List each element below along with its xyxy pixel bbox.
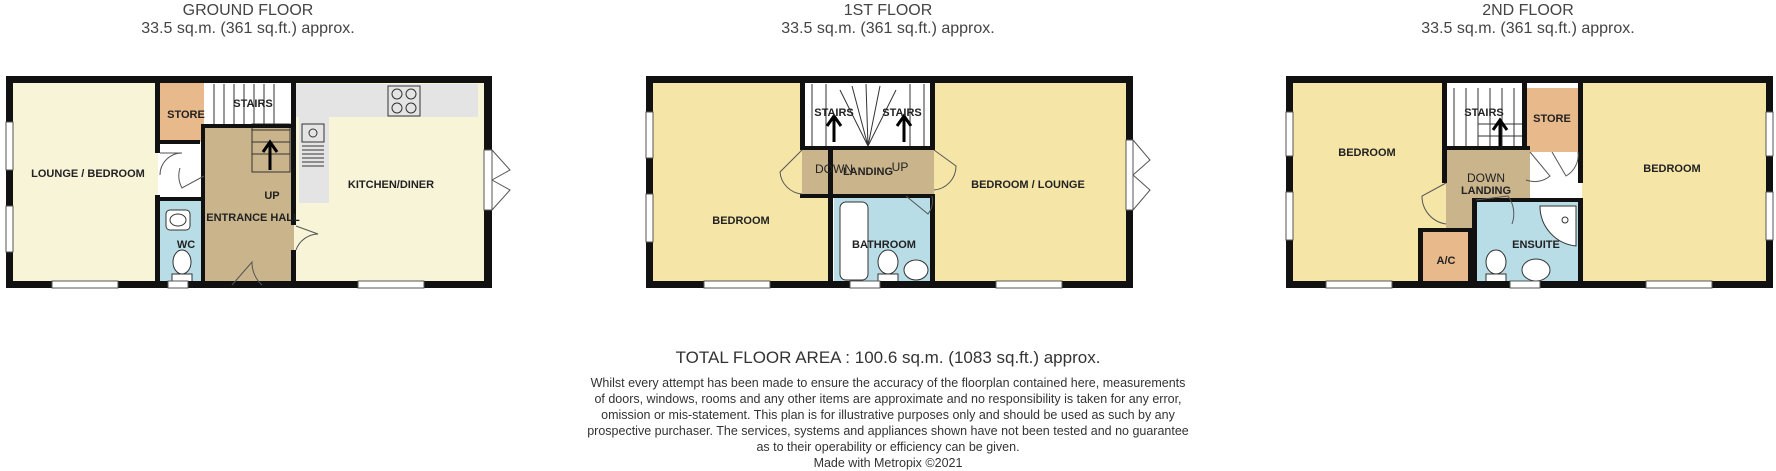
ensuite-label: ENSUITE: [1512, 239, 1560, 251]
landing-label: LANDING: [1460, 185, 1512, 197]
lounge-room: [10, 80, 158, 285]
up-label: UP: [264, 190, 280, 202]
disclaimer: [0, 375, 1776, 471]
floor-name: GROUND FLOOR: [182, 2, 314, 19]
up-label: UP: [891, 160, 909, 174]
bedroom-label: BEDROOM: [712, 215, 770, 227]
toilet-icon: [172, 250, 192, 282]
basin-icon: [904, 260, 928, 280]
stairs-label: STAIRS: [814, 107, 854, 119]
floor-name: 1ST FLOOR: [843, 2, 933, 19]
bedroom-right-room: [1582, 80, 1770, 285]
kitchen-label: KITCHEN/DINER: [347, 179, 435, 191]
entrance-hall-room: [204, 124, 294, 285]
first-floor-plan: [646, 76, 1150, 288]
stairs-label: STAIRS: [882, 107, 922, 119]
down-label: DOWN: [1467, 171, 1505, 185]
store-label: STORE: [1533, 113, 1571, 125]
toilet-icon: [1486, 250, 1506, 282]
second-floor-plan: [1286, 76, 1773, 288]
disclaimer-line: as to their operability or efficiency can be given.: [756, 440, 1020, 454]
wc-basin-icon: [166, 210, 190, 230]
total-floor-area: TOTAL FLOOR AREA : 100.6 sq.m. (1083 sq.ft.) approx.: [675, 348, 1101, 367]
bedroom-left-label: BEDROOM: [1338, 147, 1396, 159]
store-label: STORE: [167, 109, 205, 121]
stairs-label: STAIRS: [1464, 107, 1504, 119]
bathroom-label: BATHROOM: [852, 239, 916, 251]
floor-area: 33.5 sq.m. (361 sq.ft.) approx.: [781, 20, 995, 37]
bedroom-lounge-label: BEDROOM / LOUNGE: [971, 179, 1085, 191]
lounge-label: LOUNGE / BEDROOM: [31, 168, 145, 180]
basin-icon: [1522, 259, 1550, 281]
disclaimer-line: of doors, windows, rooms and any other items are approximate and no responsibility is taken for any error,: [594, 392, 1182, 406]
landing-label: LANDING: [842, 166, 894, 178]
floor-area: 33.5 sq.m. (361 sq.ft.) approx.: [1421, 20, 1635, 37]
bedroom-right-label: BEDROOM: [1643, 163, 1701, 175]
ac-label: A/C: [1436, 255, 1456, 267]
disclaimer-line: omission or mis-statement. This plan is for illustrative purposes only and should be used as such by any: [601, 408, 1175, 422]
kitchen-worktop: [294, 84, 478, 117]
down-label: DOWN: [815, 162, 853, 176]
credit: Made with Metropix ©2021: [813, 456, 963, 470]
ground-floor-plan: [6, 76, 510, 288]
toilet-icon: [878, 250, 898, 282]
wc-label: WC: [176, 239, 196, 251]
floor-area: 33.5 sq.m. (361 sq.ft.) approx.: [141, 20, 355, 37]
hall-label: ENTRANCE HALL: [206, 212, 300, 224]
disclaimer-line: prospective purchaser. The services, systems and appliances shown have not been tested and no guarantee: [587, 424, 1189, 438]
floor-name: 2ND FLOOR: [1482, 2, 1574, 19]
disclaimer-line: Whilst every attempt has been made to ensure the accuracy of the floorplan contained here, measurements: [590, 376, 1186, 390]
stairs-label: STAIRS: [233, 98, 273, 110]
